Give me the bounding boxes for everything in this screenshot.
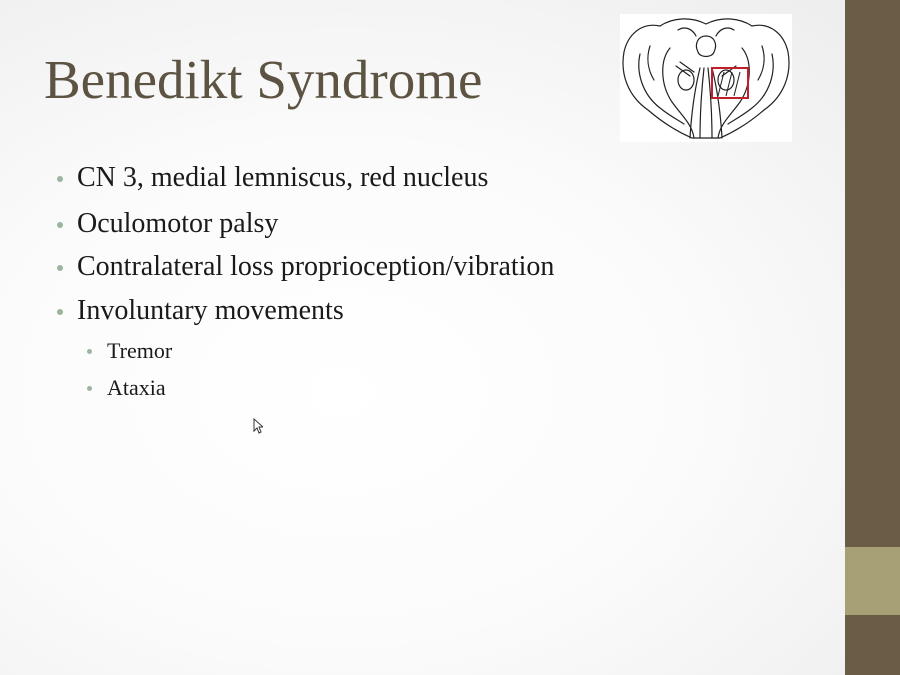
- sidebar-decoration: [845, 0, 900, 675]
- bullet-item: [77, 249, 554, 285]
- bullet-text: Involuntary movements: [77, 295, 344, 326]
- sub-bullet-text: Tremor: [107, 338, 173, 363]
- bullet-dot-icon: [57, 265, 63, 271]
- bullet-item: [77, 293, 344, 329]
- bullet-dot-icon: [57, 222, 63, 228]
- bullet-dot-icon: [57, 176, 63, 182]
- mouse-cursor-icon: [253, 418, 263, 434]
- bullet-dot-icon: [87, 386, 92, 391]
- bullet-item: [77, 160, 488, 196]
- sub-bullet-item: [107, 336, 172, 366]
- sub-bullet-text: Ataxia: [107, 375, 166, 400]
- sub-bullet-item: [107, 373, 166, 403]
- midbrain-diagram: [620, 14, 792, 142]
- midbrain-cross-section-icon: [620, 14, 792, 142]
- bullet-item: [77, 206, 278, 242]
- bullet-text: CN 3, medial lemniscus, red nucleus: [77, 162, 489, 193]
- slide-title: Benedikt Syndrome: [44, 49, 483, 110]
- sidebar-accent-band: [845, 547, 900, 615]
- bullet-dot-icon: [87, 349, 92, 354]
- bullet-text: Contralateral loss proprioception/vibration: [77, 251, 555, 282]
- bullet-text: Oculomotor palsy: [77, 208, 279, 239]
- bullet-dot-icon: [57, 309, 63, 315]
